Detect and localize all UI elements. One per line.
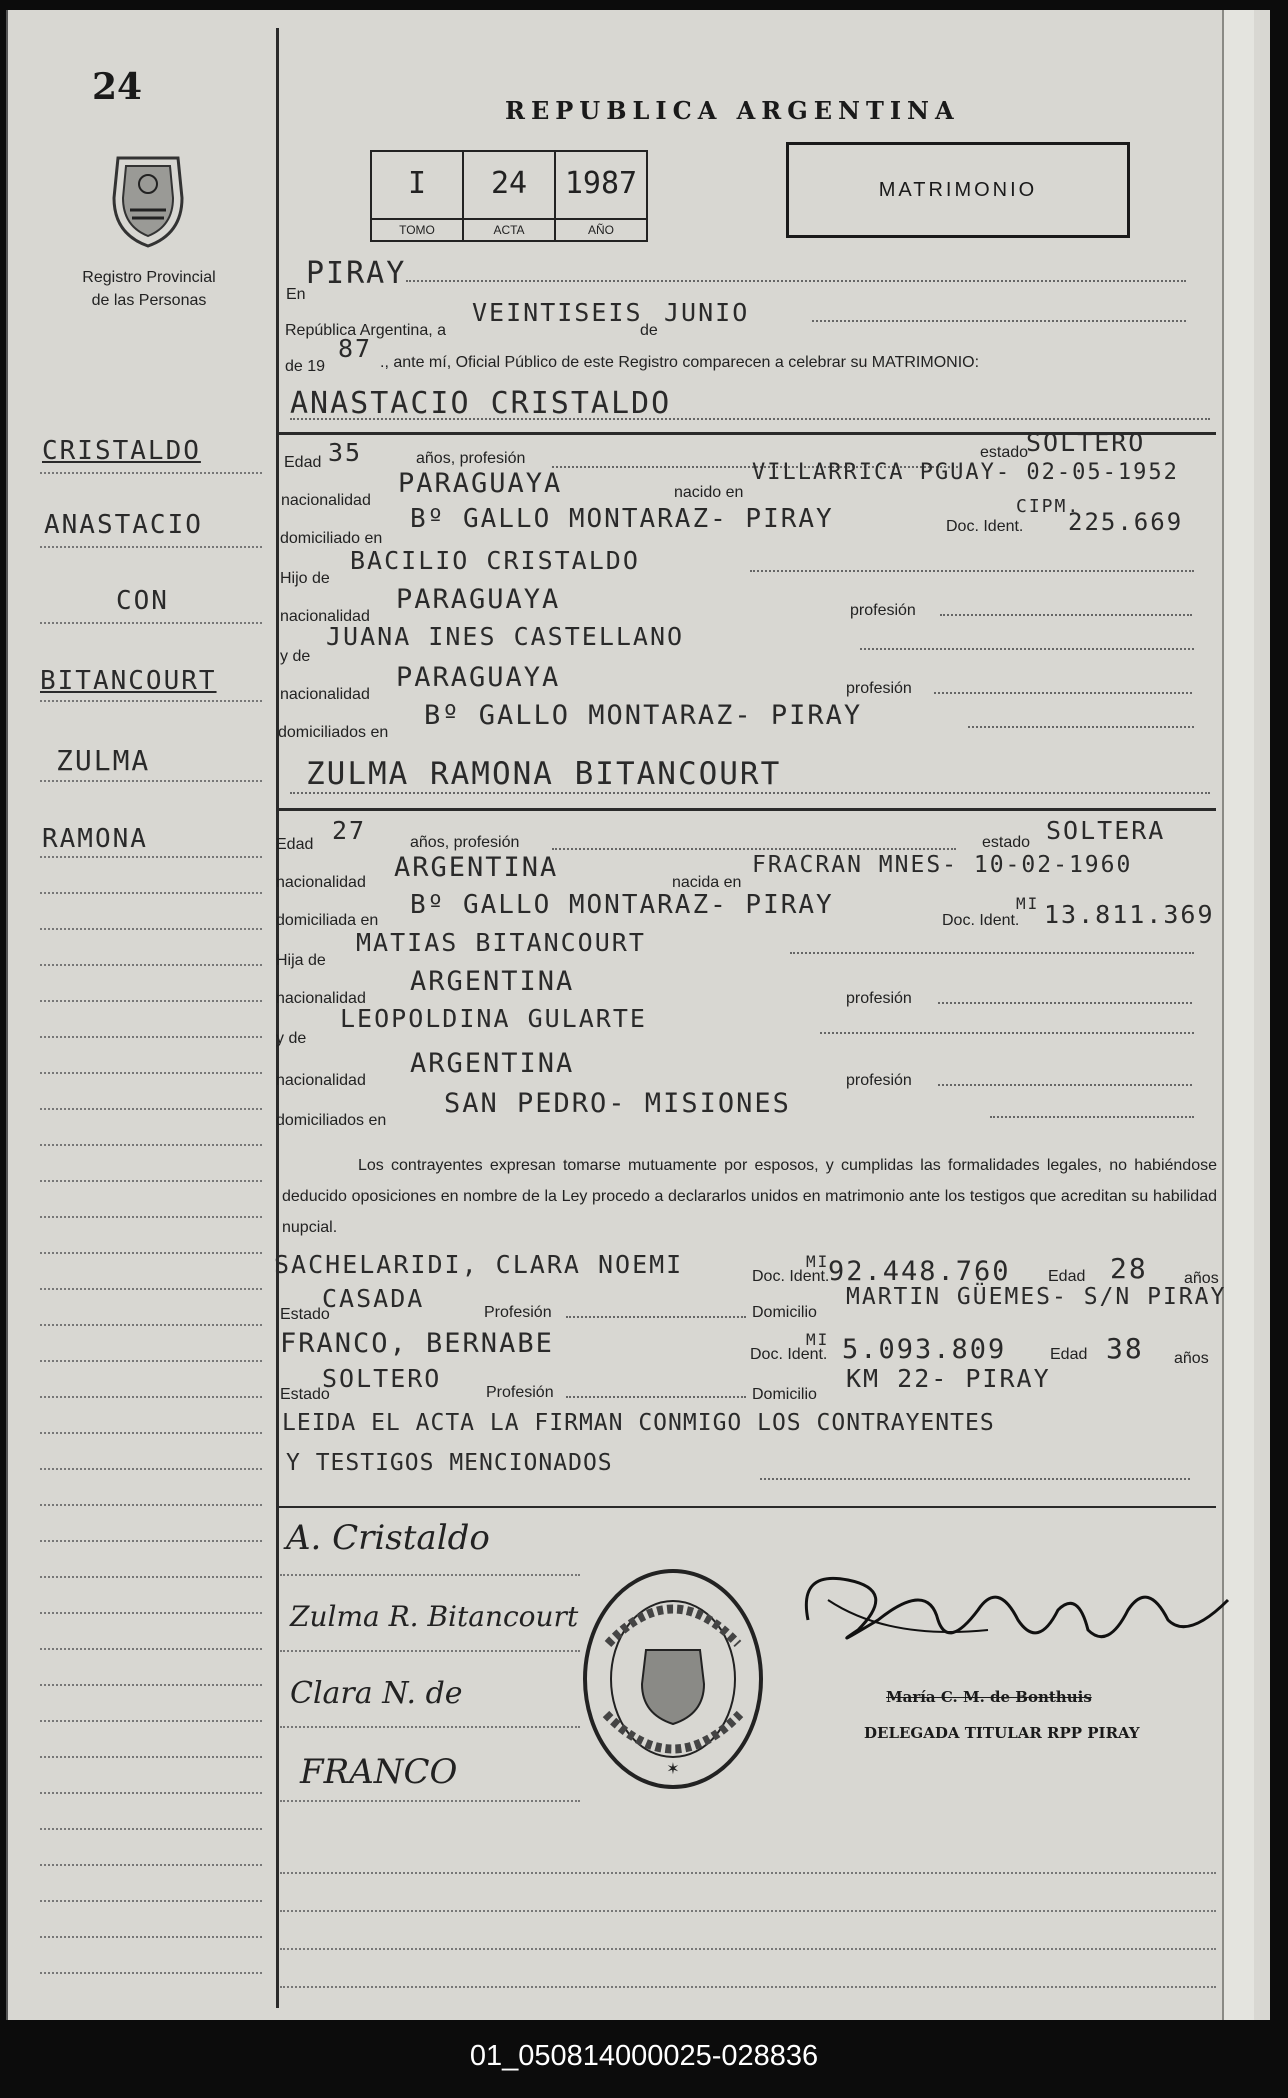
- bride-address: Bº GALLO MONTARAZ- PIRAY: [410, 890, 834, 920]
- margin-rule: [40, 546, 262, 548]
- anos-profesion-label: años, profesión: [416, 450, 526, 467]
- tomo-value: I: [407, 166, 427, 201]
- edad-label: Edad: [1050, 1346, 1088, 1363]
- margin-rule: [40, 780, 262, 782]
- bride-mother-nationality: ARGENTINA: [410, 1048, 575, 1079]
- edad-label: Edad: [276, 836, 314, 853]
- bride-nationality: ARGENTINA: [394, 852, 559, 883]
- tomo-cell: [372, 152, 464, 240]
- nacionalidad-label: nacionalidad: [276, 1072, 366, 1089]
- groom-full-name: ANASTACIO CRISTALDO: [290, 386, 672, 421]
- margin-rule: [40, 892, 262, 894]
- groom-marital-status: SOLTERO: [1026, 428, 1146, 457]
- hija-label: Hija de: [276, 952, 326, 969]
- domicilio-label: Domicilio: [752, 1386, 817, 1403]
- rule: [280, 1574, 580, 1576]
- rule: [280, 1872, 1216, 1874]
- margin-rule: [40, 1396, 262, 1398]
- groom-nationality: PARAGUAYA: [398, 468, 563, 499]
- nacida-label: nacida en: [672, 874, 742, 891]
- dotted-line: [760, 1478, 1190, 1480]
- page-number: 24: [92, 66, 143, 108]
- nacionalidad-label: nacionalidad: [276, 874, 366, 891]
- margin-rule: [40, 1612, 262, 1614]
- margin-rule: [40, 1684, 262, 1686]
- margin-rule: [40, 856, 262, 858]
- doc-ident-label: Doc. Ident.: [942, 912, 1020, 929]
- groom-parents-address: Bº GALLO MONTARAZ- PIRAY: [424, 700, 863, 731]
- margin-rule: [40, 1324, 262, 1326]
- domiciliados-label: domiciliados en: [278, 724, 389, 741]
- nacionalidad-label: nacionalidad: [276, 990, 366, 1007]
- groom-birthplace: VILLARRICA PGUAY- 02-05-1952: [752, 460, 1179, 485]
- edad-label: Edad: [284, 454, 322, 471]
- witness-2-status: SOLTERO: [322, 1364, 442, 1393]
- domicilio-label: Domicilio: [752, 1304, 817, 1321]
- margin-name-5: ZULMA: [56, 744, 151, 777]
- witness-1-age: 28: [1110, 1252, 1148, 1285]
- doc-ident-label: Doc. Ident.: [946, 518, 1024, 535]
- groom-father: BACILIO CRISTALDO: [350, 546, 640, 575]
- margin-rule: [40, 1864, 262, 1866]
- day-value: VEINTISEIS: [472, 298, 643, 327]
- estado-label: Estado: [280, 1306, 330, 1323]
- dotted-line: [940, 614, 1192, 616]
- margin-rule: [40, 1936, 262, 1938]
- bride-marital-status: SOLTERA: [1046, 816, 1166, 845]
- margin-rule: [40, 1720, 262, 1722]
- margin-name-2: ANASTACIO: [44, 510, 203, 540]
- margin-rule: [40, 1648, 262, 1650]
- profesion-label: Profesión: [484, 1304, 552, 1321]
- margin-rule: [40, 1828, 262, 1830]
- republica-label: República Argentina, a: [285, 322, 446, 339]
- dotted-line: [290, 792, 1210, 794]
- witness-1-status: CASADA: [322, 1284, 425, 1313]
- rule: [280, 1910, 1216, 1912]
- bride-father-nationality: ARGENTINA: [410, 966, 575, 997]
- svg-text:✶: ✶: [666, 1761, 680, 1778]
- official-title: DELEGADA TITULAR RPP PIRAY: [864, 1724, 1140, 1742]
- witness-1-doc-number: 92.448.760: [828, 1256, 1011, 1287]
- witness-1-address: MARTIN GÜEMES- S/N PIRAY: [846, 1284, 1227, 1310]
- dotted-line: [938, 1084, 1192, 1086]
- margin-rule: [40, 1576, 262, 1578]
- signature-witness-2: FRANCO: [300, 1752, 458, 1792]
- bride-doc-number: 13.811.369: [1044, 900, 1215, 929]
- dotted-line: [406, 280, 1186, 282]
- year-suffix: 87: [338, 334, 373, 363]
- doc-ident-label: Doc. Ident.: [752, 1268, 830, 1285]
- dotted-line: [552, 848, 956, 850]
- nacido-label: nacido en: [674, 484, 744, 501]
- doc-ident-label: Doc. Ident.: [750, 1346, 828, 1363]
- registry-name: [60, 266, 238, 312]
- margin-rule: [40, 1540, 262, 1542]
- en-label: En: [286, 286, 306, 303]
- place-value: PIRAY: [306, 256, 407, 291]
- official-signature-icon: [788, 1560, 1238, 1660]
- intro-text: ., ante mí, Oficial Público de este Registro comparecen a celebrar su MATRIMONIO:: [380, 354, 980, 371]
- edad-label: Edad: [1048, 1268, 1086, 1285]
- provincial-seal-icon: [108, 148, 188, 248]
- groom-age: 35: [328, 438, 363, 467]
- rule: [280, 1948, 1216, 1950]
- dotted-line: [934, 692, 1192, 694]
- dotted-line: [820, 1032, 1194, 1034]
- margin-rule: [40, 964, 262, 966]
- anos-profesion-label: años, profesión: [410, 834, 520, 851]
- estado-label: estado: [982, 834, 1031, 851]
- dotted-line: [938, 1002, 1192, 1004]
- groom-address: Bº GALLO MONTARAZ- PIRAY: [410, 504, 834, 534]
- profesion-label: Profesión: [486, 1384, 554, 1401]
- y-de-label: y de: [276, 1030, 307, 1047]
- rule: [280, 1986, 1216, 1988]
- page-edge: [1222, 10, 1254, 2020]
- hijo-label: Hijo de: [280, 570, 330, 587]
- tomo-label: TOMO: [372, 218, 462, 240]
- month-value: JUNIO: [664, 298, 750, 327]
- profesion-label: profesión: [850, 602, 916, 619]
- dotted-line: [968, 726, 1194, 728]
- dotted-line: [566, 1396, 746, 1398]
- rule: [280, 1800, 580, 1802]
- nacionalidad-label: nacionalidad: [280, 608, 370, 625]
- nacionalidad-label: nacionalidad: [280, 686, 370, 703]
- anos-label: años: [1174, 1350, 1209, 1367]
- margin-divider: [276, 28, 279, 2008]
- rule: [280, 1726, 580, 1728]
- footer-id: 01_050814000025-028836: [469, 2040, 819, 2072]
- dotted-line: [290, 418, 1210, 420]
- registry-line-1: Registro Provincial: [82, 269, 216, 286]
- margin-rule: [40, 1756, 262, 1758]
- margin-name-4: BITANCOURT: [40, 666, 217, 696]
- closing-line-1: LEIDA EL ACTA LA FIRMAN CONMIGO LOS CONTRAYENTES: [282, 1410, 995, 1436]
- margin-name-3: CON: [116, 586, 169, 616]
- section-separator: [276, 1506, 1216, 1508]
- witness-1-doc-type: MI: [806, 1252, 830, 1271]
- ano-label: AÑO: [556, 218, 646, 240]
- profesion-label: profesión: [846, 990, 912, 1007]
- acta-cell: [464, 152, 556, 240]
- margin-name-6: RAMONA: [42, 824, 148, 854]
- y-de-label: y de: [280, 648, 311, 665]
- acta-value: 24: [490, 166, 528, 201]
- bride-parents-address: SAN PEDRO- MISIONES: [444, 1088, 791, 1119]
- dotted-line: [566, 1316, 746, 1318]
- domiciliada-label: domiciliada en: [276, 912, 379, 929]
- dotted-line: [990, 1116, 1194, 1118]
- witness-2-age: 38: [1106, 1332, 1144, 1365]
- anos-label: años: [1184, 1270, 1219, 1287]
- declaration-text: Los contrayentes expresan tomarse mutuamente por esposos, y cumplidas las formalidades legales, no habiéndose deducido oposiciones en nombre de la Ley procedo a declararlos unidos en matrimonio ante los testigos que acreditan su habilidad nupcial.: [282, 1157, 1217, 1236]
- dotted-line: [790, 952, 1194, 954]
- record-box: [370, 150, 648, 242]
- bride-mother: LEOPOLDINA GULARTE: [340, 1004, 647, 1033]
- bride-full-name: ZULMA RAMONA BITANCOURT: [306, 756, 782, 792]
- margin-rule: [40, 1216, 262, 1218]
- groom-doc-number: 225.669: [1068, 508, 1184, 536]
- official-name: María C. M. de Bonthuis: [886, 1688, 1092, 1706]
- bride-father: MATIAS BITANCOURT: [356, 928, 646, 957]
- witness-2-doc-number: 5.093.809: [842, 1334, 1007, 1365]
- margin-rule: [40, 1468, 262, 1470]
- domiciliado-label: domiciliado en: [280, 530, 383, 547]
- country-title: REPUBLICA ARGENTINA: [505, 96, 960, 125]
- witness-2-doc-type: MI: [806, 1330, 830, 1349]
- signature-witness-1: Clara N. de: [290, 1676, 463, 1711]
- ano-cell: [556, 152, 646, 240]
- rule: [280, 1650, 580, 1652]
- witness-2-address: KM 22- PIRAY: [846, 1364, 1051, 1393]
- margin-rule: [40, 1036, 262, 1038]
- margin-rule: [40, 928, 262, 930]
- closing-line-2: Y TESTIGOS MENCIONADOS: [286, 1450, 613, 1476]
- registry-line-2: de las Personas: [91, 292, 207, 309]
- dotted-line: [812, 320, 1186, 322]
- signature-groom: A. Cristaldo: [286, 1518, 490, 1558]
- official-stamp-icon: [578, 1564, 768, 1794]
- margin-rule: [40, 1360, 262, 1362]
- margin-rule: [40, 1432, 262, 1434]
- bride-age: 27: [332, 816, 367, 845]
- groom-father-nationality: PARAGUAYA: [396, 584, 561, 615]
- de-label: de: [640, 322, 658, 339]
- witness-2-name: FRANCO, BERNABE: [280, 1328, 554, 1359]
- margin-rule: [40, 1180, 262, 1182]
- section-separator: [276, 808, 1216, 811]
- margin-rule: [40, 1252, 262, 1254]
- act-type-box: MATRIMONIO: [786, 142, 1130, 238]
- groom-mother-nationality: PARAGUAYA: [396, 662, 561, 693]
- margin-rule: [40, 1288, 262, 1290]
- groom-doc-type: CIPM.: [1016, 496, 1081, 517]
- nacionalidad-label: nacionalidad: [281, 492, 371, 509]
- margin-rule: [40, 1072, 262, 1074]
- profesion-label: profesión: [846, 1072, 912, 1089]
- dotted-line: [860, 648, 1194, 650]
- acta-label: ACTA: [464, 218, 554, 240]
- margin-rule: [40, 1000, 262, 1002]
- year-prefix: de 19: [285, 358, 326, 375]
- estado-label: Estado: [280, 1386, 330, 1403]
- profesion-label: profesión: [846, 680, 912, 697]
- margin-rule: [40, 1108, 262, 1110]
- margin-rule: [40, 1144, 262, 1146]
- margin-rule: [40, 1792, 262, 1794]
- margin-rule: [40, 472, 262, 474]
- groom-mother: JUANA INES CASTELLANO: [326, 622, 685, 651]
- margin-rule: [40, 1900, 262, 1902]
- signature-bride: Zulma R. Bitancourt: [290, 1600, 579, 1633]
- dotted-line: [750, 570, 1194, 572]
- margin-rule: [40, 622, 262, 624]
- margin-rule: [40, 700, 262, 702]
- bride-doc-type: MI: [1016, 894, 1040, 913]
- margin-rule: [40, 1504, 262, 1506]
- margin-name-1: CRISTALDO: [42, 436, 201, 466]
- bride-birthplace: FRACRAN MNES- 10-02-1960: [752, 852, 1133, 878]
- estado-label: estado: [980, 444, 1029, 461]
- domiciliados-label: domiciliados en: [276, 1112, 387, 1129]
- witness-1-name: SACHELARIDI, CLARA NOEMI: [274, 1250, 684, 1279]
- ano-value: 1987: [564, 166, 638, 201]
- margin-rule: [40, 1972, 262, 1974]
